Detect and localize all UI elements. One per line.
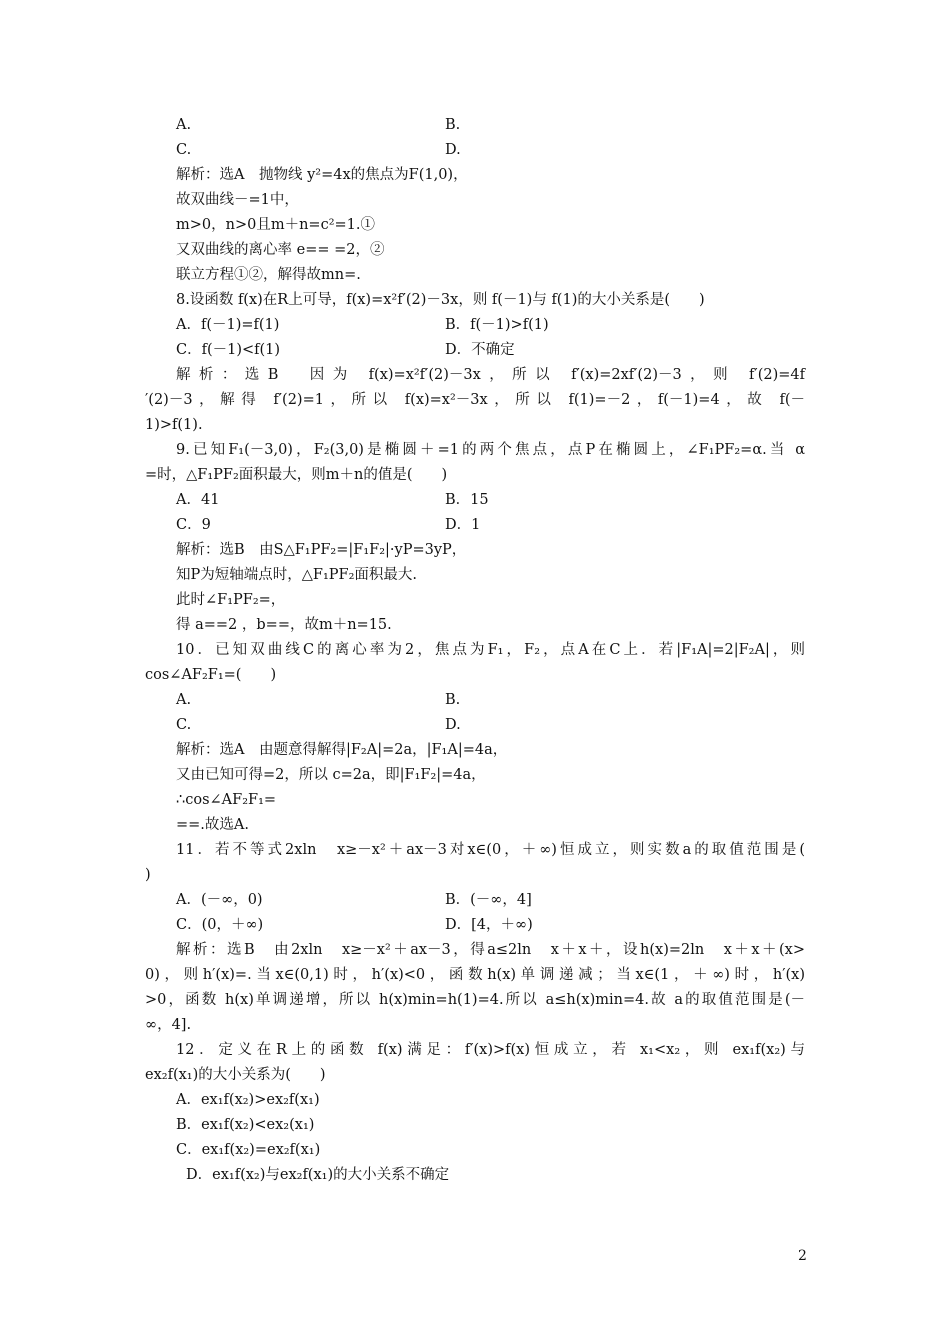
text-line: 8.设函数 f(x)在R上可导，f(x)=x²f′(2)－3x，则 f(－1)与 f(1)的大小关系是( ) [176, 292, 705, 308]
text-line: A．(－∞，0) [176, 892, 263, 908]
text-line: 解析：选B 由S△F₁PF₂=|F₁F₂|·yP=3yP， [176, 542, 467, 558]
text-line: ==.故选A. [176, 817, 249, 833]
text-line: B．15 [445, 492, 489, 508]
text-line: ′(2)－3，解得 f′(2)=1，所以 f(x)=x²－3x，所以 f(1)=－2，f(－1)=4，故 f(－ [145, 392, 805, 408]
text-line: C．(0，＋∞) [176, 917, 264, 933]
text-line: >0，函数 h(x)单调递增，所以 h(x)min=h(1)=4.所以 a≤h(x)min=4.故 a的取值范围是(－ [145, 992, 805, 1008]
text-line: B．ex₁f(x₂)<ex₂(x₁) [176, 1117, 315, 1133]
text-line: A．f(－1)=f(1) [176, 317, 280, 333]
text-line: 又由已知可得=2，所以 c=2a，即|F₁F₂|=4a， [176, 767, 486, 783]
text-line: A．41 [176, 492, 220, 508]
text-line: B．(－∞，4] [445, 892, 532, 908]
text-line: 此时∠F₁PF₂=， [176, 592, 286, 608]
text-line: 解析：选B 由2xln x≥－x²＋ax－3，得a≤2ln x＋x＋，设h(x)=2ln x＋x＋(x> [176, 942, 805, 958]
text-line: D. [445, 142, 461, 158]
text-line: 12．定义在R上的函数 f(x)满足：f′(x)>f(x)恒成立，若 x₁<x₂，则 ex₁f(x₂)与 [176, 1042, 805, 1058]
text-line: ex₂f(x₁)的大小关系为( ) [145, 1067, 326, 1083]
text-line: cos∠AF₂F₁=( ) [145, 667, 277, 683]
text-line: A．ex₁f(x₂)>ex₂f(x₁) [176, 1092, 320, 1108]
text-line: ∞，4]. [145, 1017, 192, 1033]
text-line: B. [445, 692, 461, 708]
text-line: A. [176, 692, 192, 708]
text-line: B．f(－1)>f(1) [445, 317, 549, 333]
text-line: 10．已知双曲线C的离心率为2，焦点为F₁，F₂，点A在C上．若|F₁A|=2|F₂A|，则 [176, 642, 805, 658]
text-line: 9.已知F₁(－3,0)，F₂(3,0)是椭圆＋=1的两个焦点，点P在椭圆上，∠F₁PF₂=α.当 α [176, 442, 805, 458]
text-line: m>0，n>0且m＋n=c²=1.① [176, 217, 375, 233]
text-line: 故双曲线－=1中， [176, 192, 299, 208]
text-line: 又双曲线的离心率 e== =2，② [176, 242, 385, 258]
page-number: 2 [798, 1248, 807, 1264]
text-line: D．ex₁f(x₂)与ex₂f(x₁)的大小关系不确定 [186, 1167, 450, 1183]
text-line: C．f(－1)<f(1) [176, 342, 281, 358]
text-line: C．9 [176, 517, 211, 533]
text-line: ) [145, 867, 151, 883]
text-line: D．1 [445, 517, 481, 533]
text-line: ∴cos∠AF₂F₁= [176, 792, 277, 808]
text-line: 1)>f(1). [145, 417, 203, 433]
text-line: 解析：选B 因为 f(x)=x²f′(2)－3x，所以 f′(x)=2xf′(2)－3，则 f′(2)=4f [176, 367, 805, 383]
text-line: 得 a==2 ，b==，故m＋n=15. [176, 617, 392, 633]
text-line: 知P为短轴端点时，△F₁PF₂面积最大. [176, 567, 418, 583]
text-line: 解析：选A 由题意得解得|F₂A|=2a，|F₁A|=4a， [176, 742, 508, 758]
text-line: 解析：选A 抛物线 y²=4x的焦点为F(1,0)， [176, 167, 468, 183]
text-line: 0)，则h′(x)=.当x∈(0,1)时，h′(x)<0，函数h(x)单调递减；当x∈(1，＋∞)时，h′(x) [145, 967, 805, 983]
text-line: D．[4，＋∞) [445, 917, 533, 933]
text-line: B. [445, 117, 461, 133]
text-line: D．不确定 [445, 342, 515, 358]
text-line: A. [176, 117, 192, 133]
text-line: 11．若不等式2xln x≥－x²＋ax－3对x∈(0，＋∞)恒成立，则实数a的取值范围是( [176, 842, 805, 858]
text-line: C．ex₁f(x₂)=ex₂f(x₁) [176, 1142, 321, 1158]
text-line: C. [176, 142, 192, 158]
text-line: D. [445, 717, 461, 733]
text-line: 联立方程①②，解得故mn=. [176, 267, 361, 283]
text-line: =时，△F₁PF₂面积最大，则m＋n的值是( ) [145, 467, 448, 483]
text-line: C. [176, 717, 192, 733]
